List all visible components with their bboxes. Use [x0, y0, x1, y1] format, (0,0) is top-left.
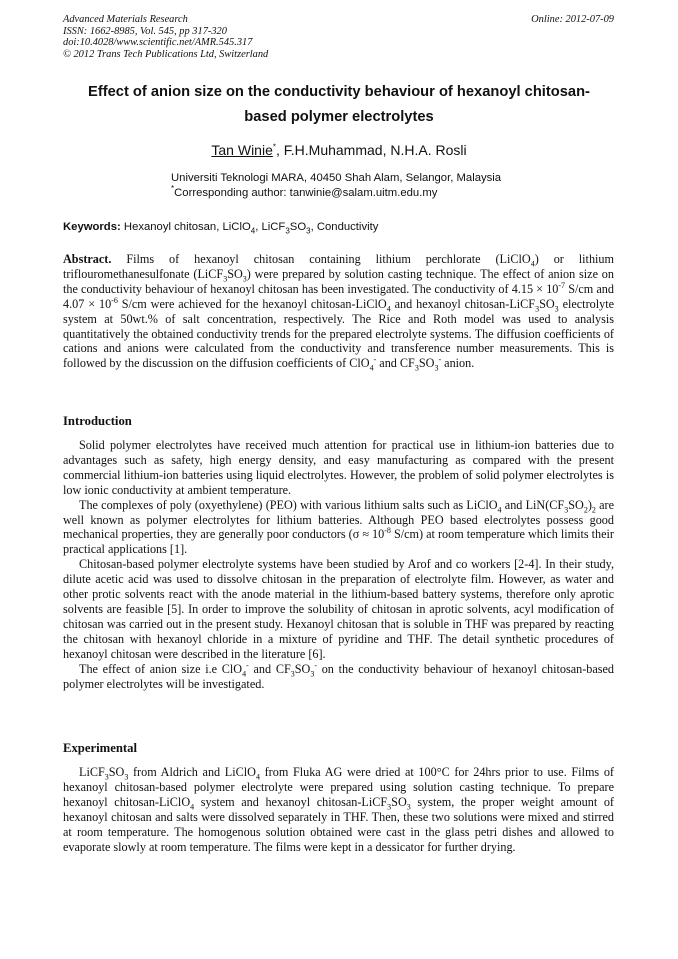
- keywords: Keywords: Hexanoyl chitosan, LiClO$_4$, $LiCF_3SO_3$, Conductivity: [63, 221, 379, 236]
- abstract: Abstract. Films of hexanoyl chitosan containing lithium perchlorate (LiClO$_4$) or lithium triflouromethanesulfonate $(LiCF_3SO_3)$ were prepared by solution casting technique. The effect of anion size on the conductivity behaviour of hexanoyl chitosan has been investigated. The conductivity of $4.15 \times 10^{-7}$ S/cm and $4.07 \times 10^{-6}$ S/cm were achieved for the hexanoyl chitosan-LiClO$_4$ and hexanoyl chitosan-$LiCF_3SO_3$ electrolyte system at 50wt.% of salt concentration, respectively. The Rice and Roth model was used to analysis quantitatively the obtained conductivity trends for the prepared electrolyte systems. The diffusion coefficients of cations and anions were calculated from the conductivity and transference number measurements. This is followed by the discussion on the diffusion coefficients of ClO$_4$- and $CF_3SO_3^-$ anion.: [63, 252, 614, 373]
- affiliation: [171, 171, 501, 201]
- abstract-label: Abstract.: [63, 252, 112, 266]
- keywords-label: Keywords:: [63, 221, 121, 233]
- intro-paragraph-3: Chitosan-based polymer electrolyte systems have been studied by Arof and co workers [2-4]. In their study, dilute acetic acid was used to dissolve chitosan in the preparation of electrolyte film. However, as water and other protic solvents react with the anode material in the lithium-based battery systems, therefore only aprotic solvents are feasible [5]. In order to improve the solubility of chitosan in aprotic solvents, acyl modification of chitosan was carried out in the present study. Hexanoyl chitosan that is soluble in THF was prepared by reacting the chitosan with hexanoyl chloride in a mixture of pyridine and THF. The detail synthetic procedures of hexanoyl chitosan were described in the literature [6].: [63, 557, 614, 661]
- experimental-heading: Experimental: [63, 741, 138, 755]
- experimental-body: $LiCF_3SO_3$ from Aldrich and LiClO$_4$ from Fluka AG were dried at 100°C for 24hrs prior to use. Films of hexanoyl chitosan-based polymer electrolyte were prepared using solution casting technique. To prepare hexanoyl chitosan-LiClO$_4$ system and hexanoyl chitosan-$LiCF_3SO_3$ system, the proper weight amount of hexanoyl chitosan and salts were dissolved separately in THF. Then, these two solutions were mixed and stirred at room temperature. The homogenous solution obtained were cast in the glass petri dishes and allowed to evaporate slowly at room temperature. The films were kept in a dessicator for further drying.: [63, 765, 614, 854]
- corresponding-author: *Corresponding author: tanwinie@salam.uitm.edu.my: [171, 184, 438, 199]
- paper-title: Effect of anion size on the conductivity behaviour of hexanoyl chitosan- based polymer electrolytes: [88, 84, 590, 125]
- address: Universiti Teknologi MARA, 40450 Shah Alam, Selangor, Malaysia: [171, 172, 502, 184]
- online-date: Online: 2012-07-09: [531, 14, 614, 25]
- intro-paragraph-2: The complexes of poly (oxyethylene) (PEO) with various lithium salts such as LiClO$_4$ and $LiN(CF_3SO_2)_2$ are well known as polymer electrolytes for lithium batteries. Although PEO based electrolytes possess good mechanical properties, they are generally poor conductors ($\sigma \approx 10^{-8}$ S/cm) at room temperature which limits their practical applications [1].: [63, 497, 614, 557]
- intro-paragraph-1: Solid polymer electrolytes have received much attention for practical use in lithium-ion batteries due to advantages such as safety, high energy density, and easy manufacturing as compared with the present commercial lithium-ion batteries using liquid electrolytes. However, the problem of solid polymer electrolytes is low ionic conductivity at ambient temperature.: [63, 438, 614, 497]
- intro-paragraph-4: The effect of anion size i.e ClO$_4$- and $CF_3SO_3^-$ on the conductivity behaviour of hexanoyl chitosan-based polymer electrolytes will be investigated.: [63, 660, 615, 691]
- issn: ISSN: 1662-8985, Vol. 545, pp 317-320: [63, 25, 227, 37]
- introduction-heading: Introduction: [63, 414, 132, 428]
- copyright: © 2012 Trans Tech Publications Ltd, Switzerland: [63, 48, 269, 60]
- lead-author: Tan Winie: [211, 142, 273, 158]
- introduction-body: [63, 438, 614, 691]
- doi: doi:10.4028/www.scientific.net/AMR.545.317: [63, 37, 253, 49]
- author-list: Tan Winie*, F.H.Muhammad, N.H.A. Rosli: [211, 142, 467, 158]
- journal-header: [63, 14, 268, 60]
- journal-name: Advanced Materials Research: [63, 14, 188, 25]
